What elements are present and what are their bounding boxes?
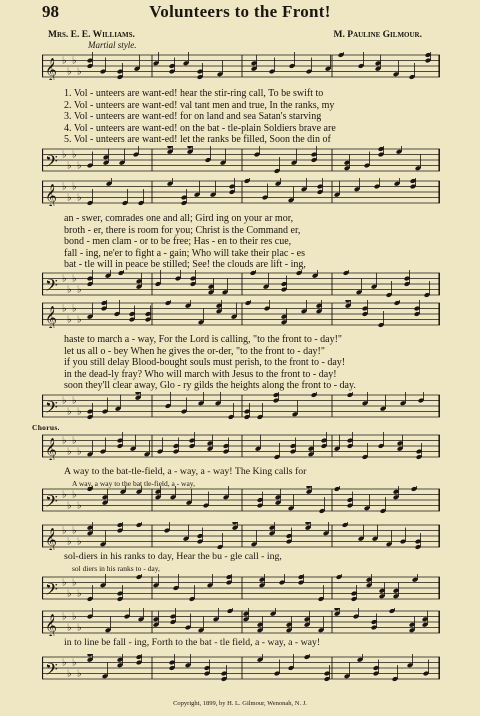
staff-lines — [42, 432, 440, 460]
flat-symbol: ♭ — [77, 160, 82, 172]
flat-symbol: ♭ — [72, 657, 77, 669]
chorus-label: Chorus. — [32, 423, 60, 432]
flat-symbol: ♭ — [77, 192, 82, 204]
chorus-line-upper: sol-diers in his ranks to day, Hear the bu - gle call - ing, — [64, 551, 282, 562]
flat-symbol: ♭ — [77, 588, 82, 600]
staff-lines — [42, 608, 440, 636]
flat-symbol: ♭ — [67, 588, 72, 600]
flat-symbol: ♭ — [72, 149, 77, 161]
bass-staff — [42, 270, 440, 298]
staff-lines — [42, 270, 440, 298]
flat-symbol: ♭ — [67, 500, 72, 512]
clef-symbol: 𝄢 — [45, 659, 58, 682]
flat-symbol: ♭ — [72, 181, 77, 193]
verse-line: 3. Vol - unteers are want-ed! for on land and sea Satan's starving — [64, 111, 322, 122]
flat-symbol: ♭ — [72, 611, 77, 623]
clef-symbol: 𝄢 — [45, 491, 58, 514]
flat-symbol: ♭ — [67, 314, 72, 326]
verse-line: let us all o - bey When he gives the or-der, "to the front to - day!" — [64, 345, 325, 357]
flat-symbol: ♭ — [72, 489, 77, 501]
chorus-line-lower: A way, a way to the bat tle-field, a - way, — [72, 478, 195, 488]
clef-symbol: 𝄢 — [45, 579, 58, 602]
verse-line: in the dead-ly fray? Who will march with Jesus to the front to - day! — [64, 368, 337, 380]
verse-line: 4. Vol - unteers are want-ed! on the bat - tle-plain Soldiers brave are — [64, 122, 336, 134]
staff-lines — [42, 654, 440, 682]
verse-line: an - swer, comrades one and all; Gird ing on your ar mor, — [64, 213, 294, 224]
clef-symbol: 𝄢 — [45, 151, 58, 174]
staff-lines — [42, 392, 440, 420]
verse-line: soon they'll clear away, Glo - ry gilds the heights along the front to - day. — [64, 380, 356, 391]
flat-symbol: ♭ — [77, 536, 82, 548]
flat-symbol: ♭ — [62, 525, 67, 537]
chorus-line-upper: A way to the bat-tle-field, a - way, a - way! The King calls for — [64, 466, 307, 477]
staff-lines — [42, 486, 440, 514]
flat-symbol: ♭ — [72, 55, 77, 67]
treble-staff — [42, 52, 440, 80]
flat-symbol: ♭ — [77, 446, 82, 458]
hymn-title: Volunteers to the Front! — [149, 2, 331, 21]
flat-symbol: ♭ — [72, 435, 77, 447]
tempo-marking: Martial style. — [88, 40, 137, 50]
flat-symbol: ♭ — [77, 500, 82, 512]
clef-symbol: 𝄞 — [45, 613, 57, 636]
treble-staff — [42, 300, 440, 328]
verse-lyrics-block — [42, 213, 440, 271]
flat-symbol: ♭ — [67, 536, 72, 548]
flat-symbol: ♭ — [72, 395, 77, 407]
flat-symbol: ♭ — [62, 657, 67, 669]
flat-symbol: ♭ — [62, 395, 67, 407]
flat-symbol: ♭ — [62, 611, 67, 623]
flat-symbol: ♭ — [67, 66, 72, 78]
clef-symbol: 𝄞 — [45, 437, 57, 460]
clef-symbol: 𝄞 — [45, 183, 57, 206]
flat-symbol: ♭ — [77, 66, 82, 78]
flat-symbol: ♭ — [77, 406, 82, 418]
clef-symbol: 𝄞 — [45, 527, 57, 550]
verse-lyrics-block — [42, 88, 440, 146]
verse-line: haste to march a - way, For the Lord is calling, "to the front to - day!" — [64, 334, 342, 345]
bass-staff — [42, 574, 440, 602]
flat-symbol: ♭ — [77, 668, 82, 680]
chorus-line-lower: sol diers in his ranks to - day, — [72, 563, 160, 573]
flat-symbol: ♭ — [62, 55, 67, 67]
flat-symbol: ♭ — [67, 622, 72, 634]
chorus-lyrics-block — [42, 551, 440, 574]
flat-symbol: ♭ — [62, 435, 67, 447]
flat-symbol: ♭ — [77, 314, 82, 326]
flat-symbol: ♭ — [62, 303, 67, 315]
treble-staff — [42, 178, 440, 206]
staff-lines — [42, 574, 440, 602]
flat-symbol: ♭ — [77, 284, 82, 296]
verse-line: fall - ing, ne'er to fight a - gain; Who will take their plac - es — [64, 247, 305, 259]
flat-symbol: ♭ — [72, 525, 77, 537]
clef-symbol: 𝄞 — [45, 305, 57, 328]
verse-line: 5. Vol - unteers are want-ed! let the ranks be filled, Soon the din of — [64, 134, 331, 145]
flat-symbol: ♭ — [67, 284, 72, 296]
bass-staff — [42, 392, 440, 420]
verse-lyrics-block — [42, 334, 440, 392]
page-number: 98 — [42, 2, 59, 21]
chorus-line: in to line be fall - ing, Forth to the bat - tle field, a - way, a - way! — [64, 637, 321, 648]
staff-lines — [42, 522, 440, 550]
bass-staff — [42, 486, 440, 514]
clef-symbol: 𝄞 — [45, 57, 57, 80]
flat-symbol: ♭ — [72, 577, 77, 589]
flat-symbol: ♭ — [67, 160, 72, 172]
flat-symbol: ♭ — [67, 406, 72, 418]
flat-symbol: ♭ — [67, 446, 72, 458]
flat-symbol: ♭ — [72, 303, 77, 315]
composer-credit: M. Pauline Gilmour. — [333, 30, 422, 40]
staff-lines — [42, 178, 440, 206]
verse-line: bond - men clam - or to be free; Has - en to their res cue, — [64, 236, 292, 247]
flat-symbol: ♭ — [77, 622, 82, 634]
flat-symbol: ♭ — [62, 149, 67, 161]
staff-lines — [42, 146, 440, 174]
bass-staff — [42, 146, 440, 174]
flat-symbol: ♭ — [67, 668, 72, 680]
treble-staff — [42, 432, 440, 460]
chorus-lyrics-block — [42, 637, 440, 649]
staff-lines — [42, 300, 440, 328]
flat-symbol: ♭ — [62, 181, 67, 193]
flat-symbol: ♭ — [62, 489, 67, 501]
verse-line: if you still delay Blood-bought souls must perish, to the front to - day! — [64, 357, 346, 368]
copyright-notice: Copyright, 1899, by H. L. Gilmour, Wenonah, N. J. — [173, 700, 307, 707]
staff-lines — [42, 52, 440, 80]
clef-symbol: 𝄢 — [45, 275, 58, 298]
flat-symbol: ♭ — [72, 273, 77, 285]
lyricist-credit: Mrs. E. E. Williams. — [48, 30, 135, 40]
bass-staff — [42, 654, 440, 682]
verse-line: 1. Vol - unteers are want-ed! hear the stir-ring call, To be swift to — [64, 88, 324, 99]
verse-line: 2. Vol - unteers are want-ed! val tant men and true, In the ranks, my — [64, 99, 335, 111]
treble-staff — [42, 608, 440, 636]
flat-symbol: ♭ — [62, 273, 67, 285]
treble-staff — [42, 522, 440, 550]
verse-line: bat - tle will in peace be stilled; See! the clouds are lift - ing, — [64, 259, 306, 270]
flat-symbol: ♭ — [67, 192, 72, 204]
verse-line: broth - er, there is room for you; Christ is the Command er, — [64, 224, 301, 236]
clef-symbol: 𝄢 — [45, 397, 58, 420]
flat-symbol: ♭ — [62, 577, 67, 589]
